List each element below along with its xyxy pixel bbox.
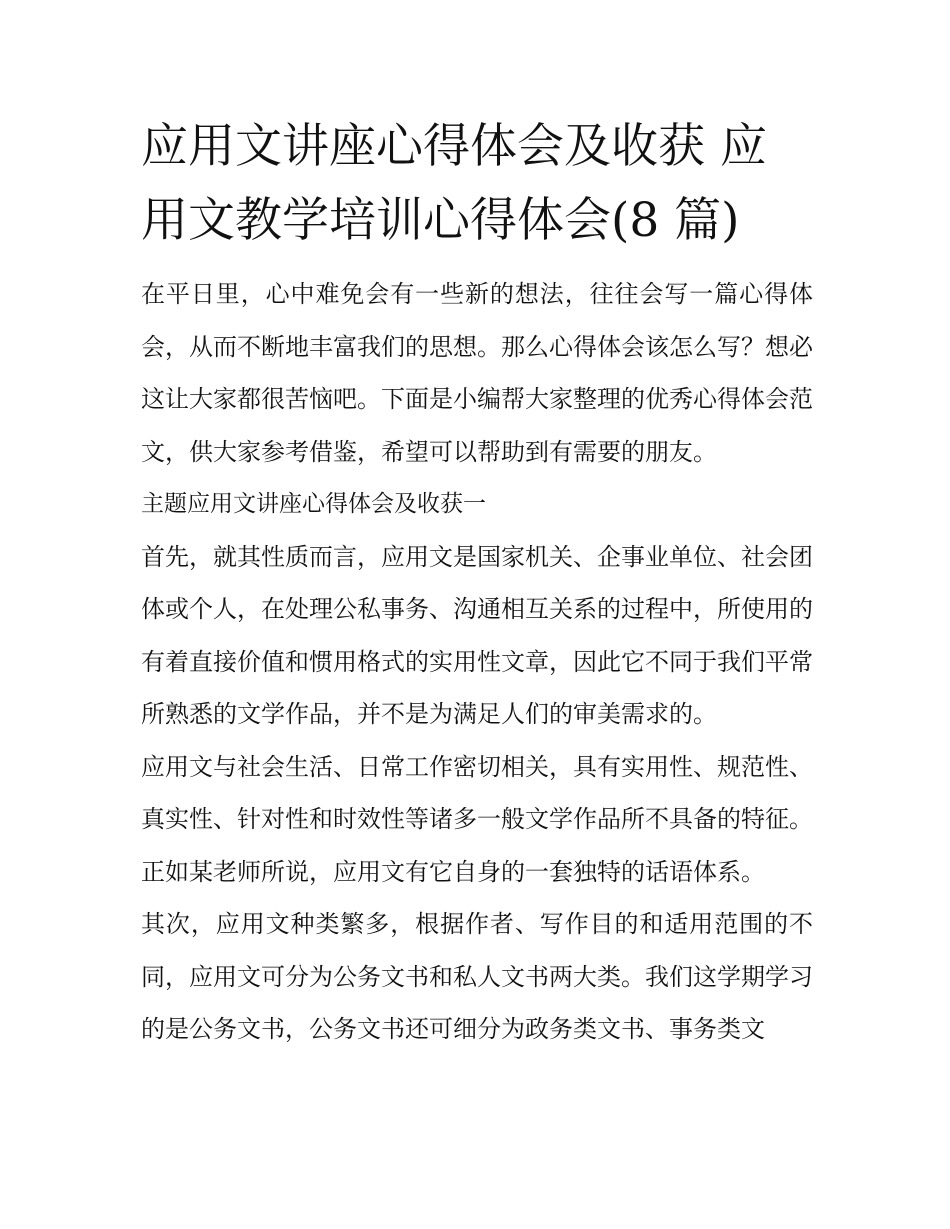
document-body — [141, 110, 813, 1056]
body-paragraph-2: 应用文与社会生活、日常工作密切相关，具有实用性、规范性、真实性、针对性和时效性等诸多一般文学作品所不具备的特征。正如某老师所说，应用文有它自身的一套独特的话语体系。 — [141, 752, 813, 886]
section-heading: 主题应用文讲座心得体会及收获一 — [141, 491, 486, 517]
document-title: 应用文讲座心得体会及收获 应用文教学培训心得体会(8 篇) — [141, 119, 767, 248]
intro-paragraph: 在平日里，心中难免会有一些新的想法，往往会写一篇心得体会，从而不断地丰富我们的思想。那么心得体会该怎么写？想必这让大家都很苦恼吧。下面是小编帮大家整理的优秀心得体会范文，供大家参考借鉴，希望可以帮助到有需要的朋友。 — [141, 280, 813, 466]
body-paragraph-1: 首先，就其性质而言，应用文是国家机关、企事业单位、社会团体或个人，在处理公私事务、沟通相互关系的过程中，所使用的有着直接价值和惯用格式的实用性文章，因此它不同于我们平常所熟悉的文学作品，并不是为满足人们的审美需求的。 — [141, 542, 813, 728]
body-paragraph-3: 其次，应用文种类繁多，根据作者、写作目的和适用范围的不同，应用文可分为公务文书和私人文书两大类。我们这学期学习的是公务文书，公务文书还可细分为政务类文书、事务类文 — [141, 910, 813, 1043]
